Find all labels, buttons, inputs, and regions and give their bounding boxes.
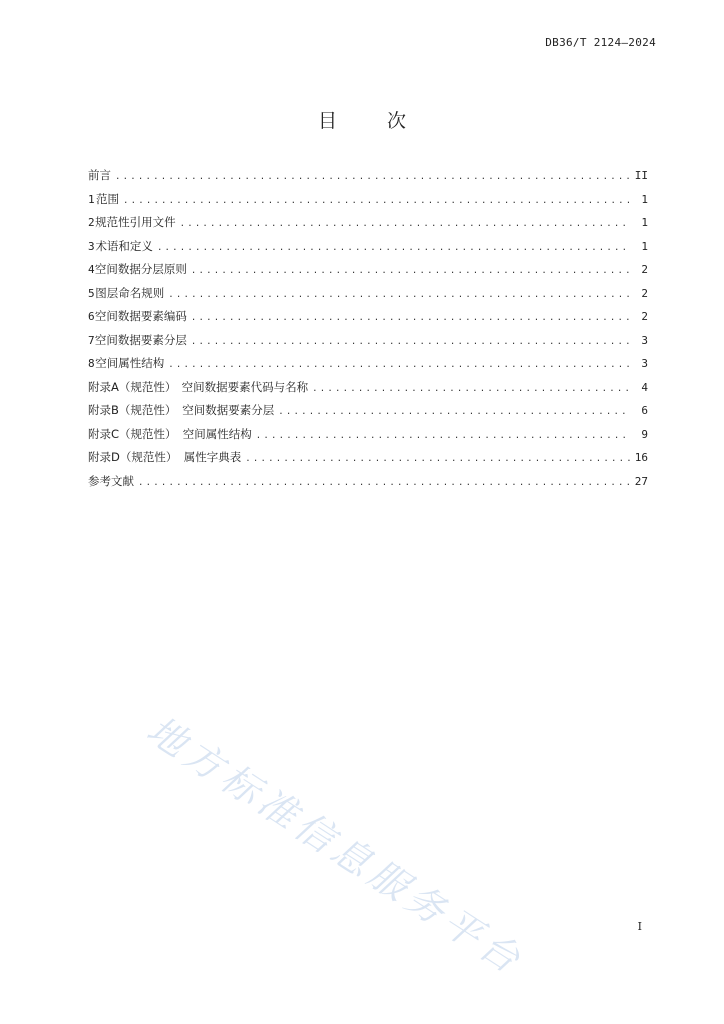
toc-entry-normative-references[interactable] bbox=[88, 211, 648, 235]
toc-entry-annex-label: 附录B（规范性） bbox=[88, 403, 177, 417]
toc-entry-bibliography[interactable] bbox=[88, 470, 648, 494]
toc-leader-dots bbox=[157, 237, 630, 261]
toc-entry-page: 27 bbox=[634, 474, 648, 488]
toc-entry-page: 1 bbox=[641, 216, 648, 229]
toc-entry-number: 5 bbox=[88, 286, 95, 300]
toc-entry-number: 4 bbox=[88, 263, 95, 276]
toc-entry-page: 3 bbox=[641, 333, 648, 347]
toc-entry-text: 术语和定义 bbox=[95, 238, 153, 253]
toc-entry-page: 1 bbox=[641, 192, 648, 206]
toc-entry-page: 1 bbox=[641, 239, 648, 253]
toc-leader-dots bbox=[256, 425, 630, 449]
table-of-contents bbox=[88, 164, 648, 493]
toc-entry-page: 3 bbox=[641, 357, 648, 370]
toc-leader-dots bbox=[115, 166, 630, 190]
toc-entry-annex-label: 附录C（规范性） bbox=[88, 426, 177, 441]
toc-entry-number: 2 bbox=[88, 216, 95, 229]
toc-leader-dots bbox=[168, 354, 630, 378]
toc-entry-text: 空间数据要素编码 bbox=[94, 309, 187, 323]
toc-leader-dots bbox=[191, 307, 630, 331]
toc-entry-feature-coding[interactable] bbox=[88, 305, 648, 329]
toc-leader-dots bbox=[191, 260, 630, 284]
toc-leader-dots bbox=[245, 448, 630, 472]
toc-entry-text: 参考文献 bbox=[88, 473, 134, 488]
toc-entry-annex-a[interactable] bbox=[88, 376, 648, 400]
toc-entry-text: 空间数据分层原则 bbox=[94, 262, 187, 276]
toc-entry-text: 图层命名规则 bbox=[95, 285, 165, 300]
toc-entry-annex-b[interactable] bbox=[88, 399, 648, 423]
toc-entry-page: 6 bbox=[641, 404, 648, 417]
toc-entry-text: 空间数据要素代码与名称 bbox=[181, 379, 309, 394]
toc-entry-number: 8 bbox=[88, 357, 95, 370]
toc-entry-text: 范围 bbox=[95, 191, 119, 206]
toc-entry-page: 2 bbox=[641, 263, 648, 276]
toc-entry-annex-label: 附录A（规范性） bbox=[88, 379, 177, 394]
toc-entry-page: 4 bbox=[641, 380, 648, 394]
toc-entry-attribute-structure[interactable] bbox=[88, 352, 648, 376]
page-number: I bbox=[637, 920, 642, 933]
page-title: 目 次 bbox=[317, 110, 429, 132]
toc-entry-layering-principles[interactable] bbox=[88, 258, 648, 282]
toc-entry-page: 2 bbox=[641, 310, 648, 323]
toc-entry-layer-naming[interactable] bbox=[88, 282, 648, 306]
toc-leader-dots bbox=[123, 190, 630, 214]
toc-entry-number: 6 bbox=[88, 310, 95, 323]
toc-entry-number: 3 bbox=[88, 239, 95, 253]
toc-entry-text: 空间数据要素分层 bbox=[182, 403, 275, 417]
toc-entry-page: 16 bbox=[634, 451, 648, 464]
toc-entry-page: 2 bbox=[641, 286, 648, 300]
toc-leader-dots bbox=[180, 213, 630, 237]
toc-entry-text: 空间属性结构 bbox=[182, 426, 252, 441]
toc-entry-number: 1 bbox=[88, 192, 95, 206]
toc-entry-terms-definitions[interactable] bbox=[88, 235, 648, 259]
toc-entry-text: 空间属性结构 bbox=[95, 356, 165, 370]
toc-entry-text: 规范性引用文件 bbox=[95, 215, 176, 229]
toc-leader-dots bbox=[168, 284, 630, 308]
toc-entry-scope[interactable] bbox=[88, 188, 648, 212]
toc-entry-number: 7 bbox=[88, 333, 95, 347]
toc-entry-annex-label: 附录D（规范性） bbox=[88, 450, 178, 464]
toc-entry-feature-layering[interactable] bbox=[88, 329, 648, 353]
toc-entry-text: 空间数据要素分层 bbox=[94, 332, 187, 347]
toc-leader-dots bbox=[138, 472, 630, 496]
toc-entry-text: 属性字典表 bbox=[183, 450, 242, 464]
toc-entry-page: II bbox=[634, 169, 648, 182]
watermark: 地方标准信息服务平台 bbox=[139, 707, 533, 985]
toc-leader-dots bbox=[191, 331, 630, 355]
toc-entry-text: 前言 bbox=[88, 168, 111, 182]
toc-leader-dots bbox=[312, 378, 630, 402]
document-code: DB36/T 2124—2024 bbox=[545, 36, 656, 49]
toc-entry-foreword[interactable] bbox=[88, 164, 648, 188]
toc-entry-page: 9 bbox=[641, 427, 648, 441]
toc-entry-annex-c[interactable] bbox=[88, 423, 648, 447]
toc-leader-dots bbox=[278, 401, 630, 425]
toc-entry-annex-d[interactable] bbox=[88, 446, 648, 470]
